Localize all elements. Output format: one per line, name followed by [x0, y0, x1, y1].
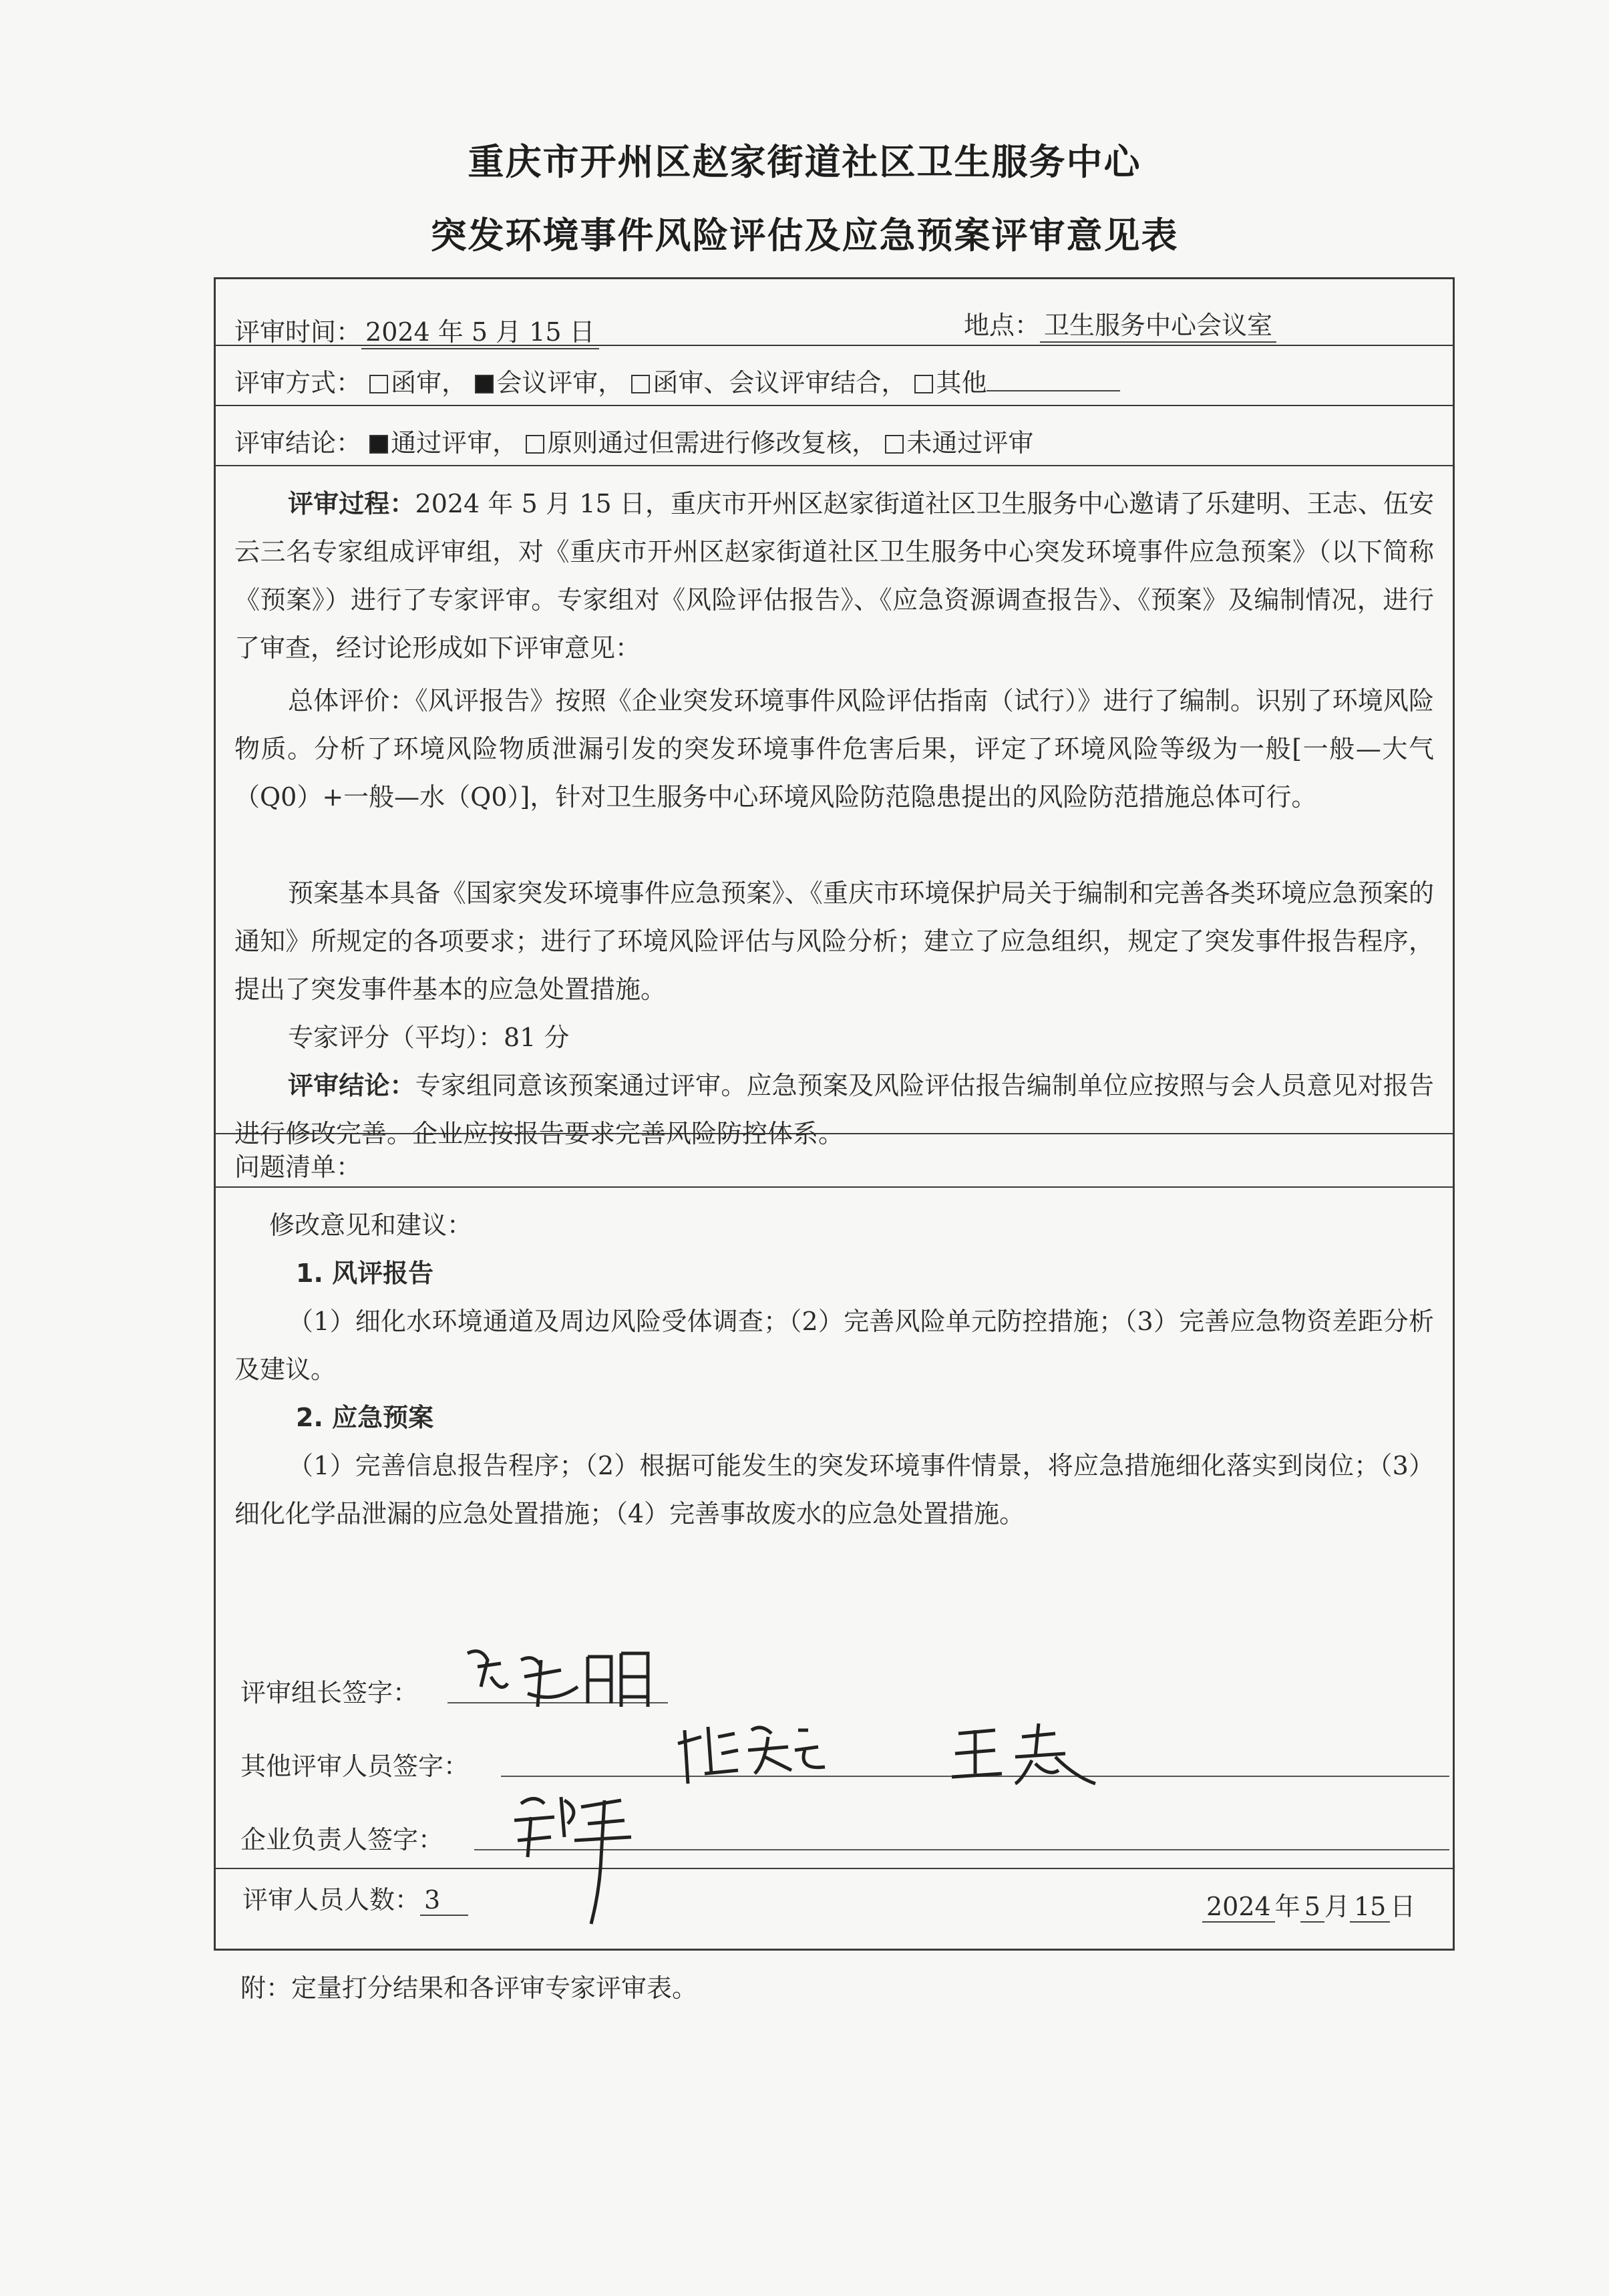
mod-section-1-title: 1. 风评报告 — [296, 1259, 434, 1288]
date-year-label: 年 — [1274, 1892, 1300, 1921]
reviewer-count — [242, 1879, 468, 1916]
time-value: 2024 年 5 月 15 日 — [361, 311, 599, 349]
mod-heading: 修改意见和建议： — [269, 1210, 473, 1240]
process-paragraph-1 — [234, 480, 1434, 672]
mod-section-2-title-wrap — [296, 1393, 1434, 1442]
conclusion-checkbox-conditional[interactable] — [526, 435, 544, 454]
row-time-place — [216, 279, 1453, 346]
conclusion-label: 评审结论： — [234, 428, 362, 458]
mod-section-2-title: 2. 应急预案 — [296, 1403, 434, 1432]
method-checkbox-meeting[interactable] — [475, 375, 494, 393]
method-checkbox-other[interactable] — [914, 375, 933, 393]
leader-signature — [461, 1640, 675, 1713]
process-paragraph-3: 预案基本具备《国家突发环境事件应急预案》、《重庆市环境保护局关于编制和完善各类环境应急预案的通知》所规定的各项要求；进行了环境风险评估与风险分析；建立了应急组织，规定了突发事件报告程序，提出了突发事件基本的应急处置措施。 — [234, 878, 1434, 1004]
date-month: 5 — [1300, 1892, 1324, 1923]
other-signature-1 — [675, 1710, 835, 1790]
footnote: 附：定量打分结果和各评审专家评审表。 — [240, 1973, 698, 2003]
conclusion-option-fail: 未通过评审 — [906, 428, 1034, 458]
conclusion-option-conditional: 原则通过但需进行修改复核， — [547, 428, 878, 458]
process-conclusion-text: 专家组同意该预案通过评审。应急预案及风险评估报告编制单位应按照与会人员意见对报告进行修改完善。企业应按报告要求完善风险防控体系。 — [234, 1071, 1434, 1148]
doc-title-line2: 突发环境事件风险评估及应急预案评审意见表 — [430, 214, 1179, 257]
company-signature — [508, 1784, 641, 1931]
method-line — [234, 362, 1120, 399]
date-month-label: 月 — [1324, 1892, 1350, 1921]
method-option-letter: 函审， — [391, 368, 468, 397]
process-paragraph-2: 总体评价：《风评报告》按照《企业突发环境事件风险评估指南（试行）》进行了编制。识别了环境风险物质。分析了环境风险物质泄漏引发的突发环境事件危害后果，评定了环境风险等级为一般[一般—大气（Q0）+一般—水（Q0）]，针对卫生服务中心环境风险防范隐患提出的风险防范措施总体可行。 — [234, 686, 1434, 812]
method-checkbox-letter[interactable] — [369, 375, 388, 393]
sign-date — [1202, 1886, 1415, 1923]
row-conclusion — [216, 406, 1453, 466]
method-label: 评审方式： — [234, 368, 362, 397]
mod-section-1-title-wrap — [296, 1249, 1434, 1297]
method-option-other: 其他 — [936, 368, 987, 397]
row-method — [216, 346, 1453, 406]
process-text-1: 2024 年 5 月 15 日，重庆市开州区赵家街道社区卫生服务中心邀请了乐建明、王志、伍安云三名专家组成评审组，对《重庆市开州区赵家街道社区卫生服务中心突发环境事件应急预案》（以下简称《预案》）进行了专家评审。专家组对《风险评估报告》、《应急资源调查报告》、《预案》及编制情况，进行了审查，经讨论形成如下评审意见： — [234, 489, 1434, 663]
review-time — [234, 311, 599, 349]
conclusion-checkbox-fail[interactable] — [885, 435, 904, 454]
date-day-label: 日 — [1390, 1892, 1416, 1921]
method-checkbox-combined[interactable] — [631, 375, 650, 393]
place-label: 地点： — [964, 311, 1041, 340]
conclusion-line — [234, 422, 1033, 459]
doc-title-line1: 重庆市开州区赵家街道社区卫生服务中心 — [468, 141, 1141, 183]
conclusion-checkbox-pass[interactable] — [369, 435, 388, 454]
leader-sign-label: 评审组长签字： — [240, 1678, 419, 1707]
place-value: 卫生服务中心会议室 — [1040, 305, 1276, 343]
others-sign-label: 其他评审人员签字： — [240, 1752, 470, 1781]
method-option-meeting: 会议评审， — [496, 368, 624, 397]
process-heading: 评审过程： — [288, 489, 415, 518]
date-year: 2024 — [1202, 1892, 1275, 1923]
method-option-combined: 函审、会议评审结合， — [653, 368, 907, 397]
conclusion-option-pass: 通过评审， — [391, 428, 518, 458]
review-place — [964, 305, 1276, 343]
time-label: 评审时间： — [234, 317, 362, 347]
company-sign-label: 企业负责人签字： — [240, 1825, 444, 1854]
reviewer-count-value: 3 — [420, 1885, 468, 1916]
reviewer-count-label: 评审人员人数： — [242, 1885, 421, 1915]
mod-section-2-text: （1）完善信息报告程序；（2）根据可能发生的突发环境事件情景，将应急措施细化落实到岗位；（3）细化化学品泄漏的应急处置措施；（4）完善事故废水的应急处置措施。 — [234, 1451, 1434, 1528]
issues-label: 问题清单： — [234, 1152, 362, 1182]
other-signature-2 — [948, 1717, 1102, 1790]
mod-section-1-text: （1）细化水环境通道及周边风险受体调查；（2）完善风险单元防控措施；（3）完善应急物资差距分析及建议。 — [234, 1307, 1434, 1384]
method-other-blank[interactable] — [987, 390, 1120, 391]
process-score: 专家评分（平均）：81 分 — [288, 1023, 570, 1052]
row-issue-list — [216, 1134, 1453, 1188]
date-day: 15 — [1350, 1892, 1390, 1923]
process-conclusion-heading: 评审结论： — [288, 1071, 415, 1100]
row-review-process — [216, 466, 1453, 1148]
